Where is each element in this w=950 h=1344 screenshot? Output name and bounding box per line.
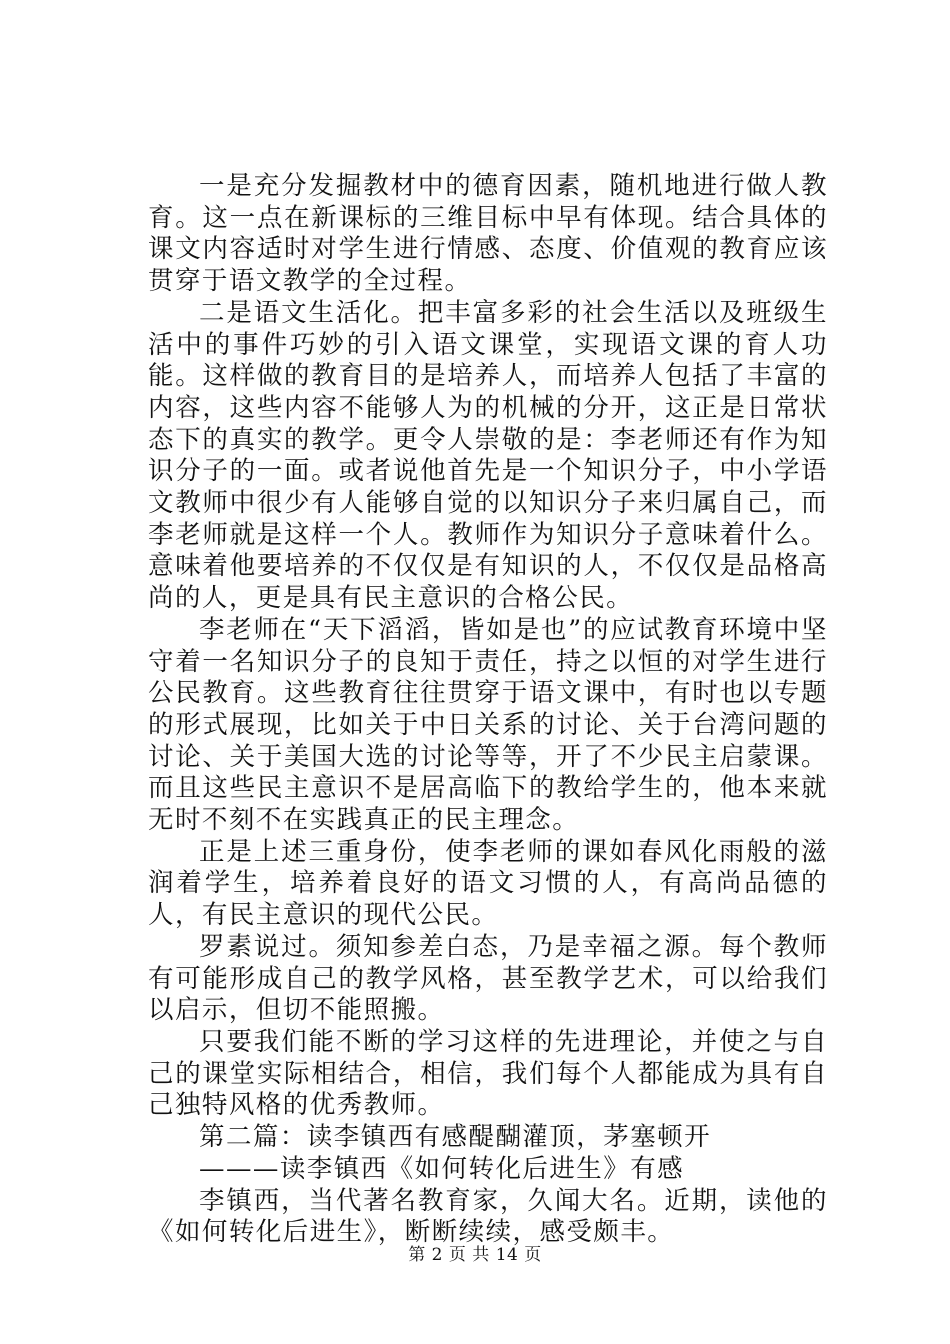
paragraph-3: 李老师在“天下滔滔，皆如是也”的应试教育环境中坚守着一名知识分子的良知于责任，持之以恒的对学生进行公民教育。这些教育往往贯穿于语文课中，有时也以专题的形式展现，比如关于中日关系的讨论、关于台湾问题的讨论、关于美国大选的讨论等等，开了不少民主启蒙课。而且这些民主意识不是居高临下的教给学生的，他本来就无时不刻不在实践真正的民主理念。 (148, 614, 828, 836)
paragraph-5: 罗素说过。须知参差白态，乃是幸福之源。每个教师有可能形成自己的教学风格，甚至教学艺术，可以给我们以启示，但切不能照搬。 (148, 931, 828, 1026)
paragraph-7: 李镇西，当代著名教育家，久闻大名。近期，读他的《如何转化后进生》，断断续续，感受颇丰。 (148, 1185, 828, 1248)
paragraph-6: 只要我们能不断的学习这样的先进理论，并使之与自己的课堂实际相结合，相信，我们每个人都能成为具有自己独特风格的优秀教师。 (148, 1026, 828, 1121)
document-body (148, 171, 828, 1249)
paragraph-1: 一是充分发掘教材中的德育因素，随机地进行做人教育。这一点在新课标的三维目标中早有体现。结合具体的课文内容适时对学生进行情感、态度、价值观的教育应该贯穿于语文教学的全过程。 (148, 171, 828, 297)
paragraph-2: 二是语文生活化。把丰富多彩的社会生活以及班级生活中的事件巧妙的引入语文课堂，实现语文课的育人功能。这样做的教育目的是培养人，而培养人包括了丰富的内容，这些内容不能够人为的机械的分开，这正是日常状态下的真实的教学。更令人崇敬的是：李老师还有作为知识分子的一面。或者说他首先是一个知识分子，中小学语文教师中很少有人能够自觉的以知识分子来归属自己，而李老师就是这样一个人。教师作为知识分子意味着什么。意味着他要培养的不仅仅是有知识的人，不仅仅是品格高尚的人，更是具有民主意识的合格公民。 (148, 297, 828, 614)
section-subheading: ———读李镇西《如何转化后进生》有感 (199, 1153, 685, 1184)
section-heading: 第二篇：读李镇西有感醍醐灌顶，茅塞顿开 (199, 1122, 712, 1153)
paragraph-4: 正是上述三重身份，使李老师的课如春风化雨般的滋润着学生，培养着良好的语文习惯的人，有高尚品德的人，有民主意识的现代公民。 (148, 836, 828, 931)
page-footer: 第 2 页 共 14 页 (408, 1245, 542, 1265)
